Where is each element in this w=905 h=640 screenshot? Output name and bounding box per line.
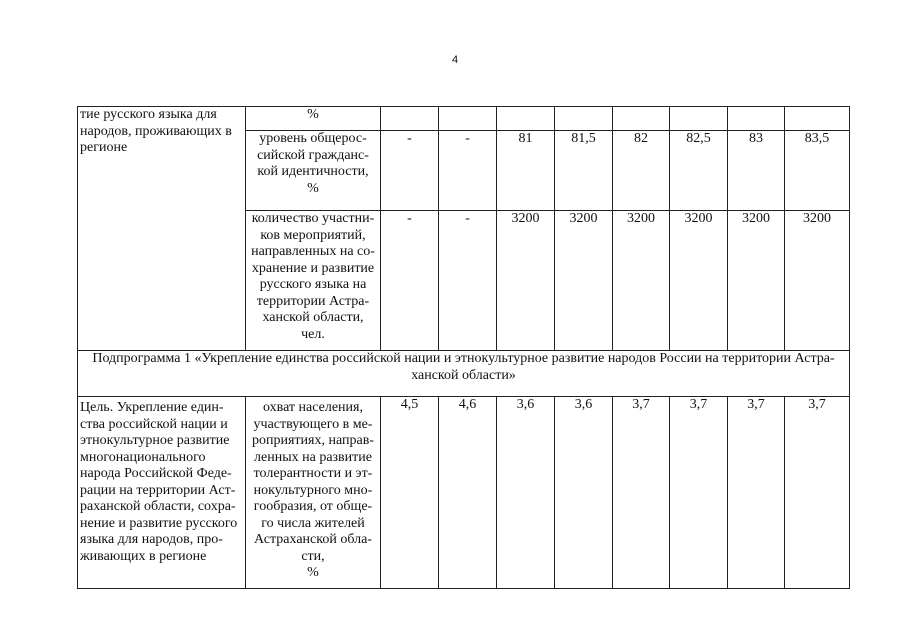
value-cell: [439, 107, 497, 131]
value-cell: 82,5: [670, 131, 728, 211]
indicator-line: русского языка на: [259, 277, 367, 292]
goal-line: языка для народов, про-: [80, 532, 223, 547]
indicator-line: нокультурного мно-: [253, 482, 373, 498]
goal-line: народов, проживающих в: [80, 123, 232, 139]
value-cell: 4,6: [439, 397, 497, 589]
indicator-line: участвующего в ме-: [253, 416, 373, 432]
value-cell: 3200: [728, 211, 785, 351]
value-cell: [613, 107, 670, 131]
indicator-line: направленных на со-: [251, 244, 375, 259]
goal-line: тие русского языка для: [80, 107, 217, 122]
subprogram-line: ханской области»: [411, 367, 516, 383]
value-cell: -: [439, 131, 497, 211]
indicator-cell: [246, 211, 381, 351]
indicator-line: роприятиях, направ-: [252, 433, 374, 448]
value-cell: 3,7: [613, 397, 670, 589]
value-cell: 83,5: [785, 131, 850, 211]
indicator-line: охват населения,: [263, 400, 363, 415]
value-cell: 3200: [613, 211, 670, 351]
goal-line: этнокультурное развитие: [80, 433, 230, 448]
value-cell: 3,6: [497, 397, 555, 589]
indicator-line: ленных на развитие: [254, 449, 372, 465]
indicator-line: ков мероприятий,: [260, 227, 366, 243]
indicator-cell: %: [246, 107, 381, 131]
page-number: 4: [452, 54, 459, 66]
indicator-line: Астраханской обла-: [254, 532, 372, 547]
indicator-line: количество участни-: [251, 211, 375, 226]
value-cell: [381, 107, 439, 131]
indicator-line: %: [307, 180, 319, 196]
value-cell: 3200: [497, 211, 555, 351]
indicator-line: го числа жителей: [261, 515, 365, 531]
value-cell: 4,5: [381, 397, 439, 589]
table-row: [78, 107, 850, 131]
value-cell: 3200: [670, 211, 728, 351]
value-cell: [785, 107, 850, 131]
goal-line: нение и развитие русского: [80, 515, 238, 531]
value-cell: -: [381, 211, 439, 351]
indicator-line: сийской гражданс-: [257, 147, 369, 163]
goal-line: народа Российской Феде-: [80, 466, 232, 481]
table-row: [78, 397, 850, 589]
program-indicators-table: [77, 106, 850, 589]
value-cell: 3,7: [785, 397, 850, 589]
indicator-line: сти,: [301, 548, 325, 564]
indicator-line: уровень общерос-: [259, 131, 367, 146]
value-cell: -: [381, 131, 439, 211]
subprogram-line: Подпрограмма 1 «Укрепление единства российской нации и этнокультурное развитие народов России на территории Астра-: [92, 351, 835, 366]
value-cell: -: [439, 211, 497, 351]
indicator-line: ханской области,: [262, 310, 364, 325]
value-cell: 3,7: [728, 397, 785, 589]
goal-line: регионе: [80, 140, 128, 155]
goal-line: рации на территории Аст-: [80, 482, 236, 498]
goal-line: многонационального: [80, 449, 206, 465]
value-cell: 81: [497, 131, 555, 211]
value-cell: [670, 107, 728, 131]
indicator-line: кой идентичности,: [257, 164, 369, 179]
value-cell: 3200: [555, 211, 613, 351]
value-cell: [728, 107, 785, 131]
indicator-line: чел.: [301, 326, 325, 342]
value-cell: 3,7: [670, 397, 728, 589]
value-cell: 82: [613, 131, 670, 211]
value-cell: 83: [728, 131, 785, 211]
indicator-line: толерантности и эт-: [253, 466, 373, 481]
value-cell: 3,6: [555, 397, 613, 589]
goal-line: Цель. Укрепление един-: [80, 400, 224, 415]
indicator-line: гообразия, от обще-: [253, 499, 373, 514]
goal-line: ства российской нации и: [80, 416, 228, 432]
indicator-cell: [246, 397, 381, 589]
goal-cell: [78, 107, 246, 351]
indicator-line: территории Астра-: [256, 293, 370, 309]
indicator-line: хранение и развитие: [251, 260, 375, 276]
goal-line: раханской области, сохра-: [80, 499, 236, 514]
goal-cell: [78, 397, 246, 589]
subprogram-row: [78, 351, 850, 397]
goal-line: живающих в регионе: [80, 548, 207, 564]
indicator-line: %: [307, 565, 319, 580]
subprogram-title: [78, 351, 850, 397]
value-cell: [555, 107, 613, 131]
value-cell: [497, 107, 555, 131]
value-cell: 3200: [785, 211, 850, 351]
value-cell: 81,5: [555, 131, 613, 211]
indicator-cell: [246, 131, 381, 211]
